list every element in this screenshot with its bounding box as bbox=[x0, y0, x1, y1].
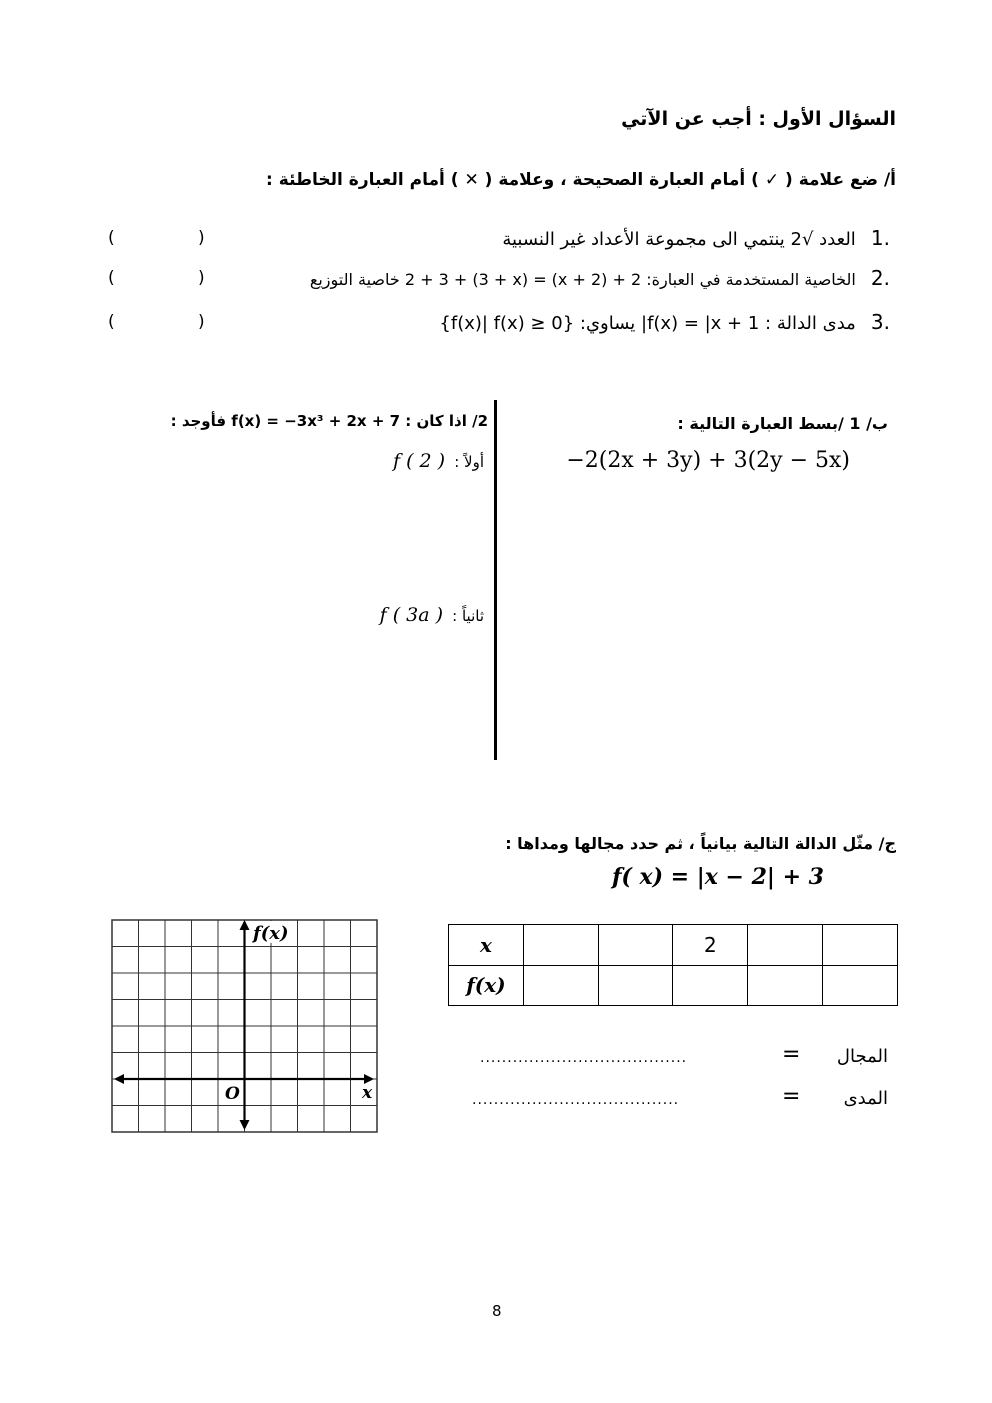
item-1-text: العدد √2 ينتمي الى مجموعة الأعداد غير النسبية bbox=[502, 229, 856, 250]
part-b1-label: ب/ 1 /بسط العبارة التالية : bbox=[677, 414, 888, 433]
table-cell[interactable] bbox=[523, 965, 598, 1006]
second-expr: f ( 3a ) bbox=[379, 604, 444, 626]
answer-paren-1-close: ) bbox=[198, 228, 205, 248]
range-answer-line[interactable]: ...................................... bbox=[472, 1092, 680, 1108]
axes bbox=[114, 920, 374, 1130]
answer-paren-2-open: ( bbox=[108, 268, 115, 288]
table-cell[interactable] bbox=[748, 965, 823, 1006]
instruction-mid: ) أمام العبارة الصحيحة ، وعلامة ( bbox=[484, 170, 759, 190]
table-cell[interactable] bbox=[823, 965, 898, 1006]
table-cell[interactable] bbox=[748, 925, 823, 966]
table-cell[interactable] bbox=[673, 965, 748, 1006]
x-axis-label: x bbox=[362, 1083, 373, 1103]
domain-equals: = bbox=[782, 1042, 801, 1067]
item-2 bbox=[310, 266, 890, 290]
instruction-suffix: ) أمام العبارة الخاطئة : bbox=[266, 170, 459, 190]
table-cell[interactable] bbox=[598, 965, 673, 1006]
first-expr: f ( 2 ) bbox=[393, 450, 446, 472]
item-3-num: 3. bbox=[870, 310, 890, 334]
table-header-x: x bbox=[449, 925, 524, 966]
table-cell[interactable] bbox=[598, 925, 673, 966]
item-1-num: 1. bbox=[870, 226, 890, 250]
item-3-text: مدى الدالة : f(x) = |x + 1| يساوي: {f(x)| f(x) ≥ 0} bbox=[439, 313, 856, 334]
part-b2-second bbox=[380, 604, 484, 626]
range-equals: = bbox=[782, 1084, 801, 1109]
item-2-text: الخاصية المستخدمة في العبارة: 2 + (x + 2) = (3 + x) + 2 + 3 خاصية التوزيع bbox=[309, 270, 856, 289]
part-c-function: f( x) = |x − 2| + 3 bbox=[611, 864, 824, 890]
cross-mark-icon: ✕ bbox=[464, 170, 479, 190]
answer-paren-2-close: ) bbox=[198, 268, 205, 288]
table-row-fx bbox=[449, 965, 898, 1006]
item-3 bbox=[439, 310, 890, 334]
domain-label: المجال bbox=[836, 1046, 888, 1067]
part-b2-label: 2/ اذا كان : f(x) = −3x³ + 2x + 7 فأوجد : bbox=[170, 412, 488, 430]
check-mark-icon: ✓ bbox=[764, 170, 780, 190]
part-b1-expression: −2(2x + 3y) + 3(2y − 5x) bbox=[566, 448, 850, 473]
table-header-fx: f(x) bbox=[449, 965, 524, 1006]
answer-paren-1-open: ( bbox=[108, 228, 115, 248]
domain-answer-line[interactable]: ...................................... bbox=[480, 1050, 688, 1066]
item-1 bbox=[502, 226, 890, 250]
page-number: 8 bbox=[492, 1302, 502, 1320]
answer-paren-3-open: ( bbox=[108, 312, 115, 332]
answer-paren-3-close: ) bbox=[198, 312, 205, 332]
range-label: المدى bbox=[843, 1088, 888, 1109]
origin-label: O bbox=[225, 1084, 240, 1104]
question-title: السؤال الأول : أجب عن الآتي bbox=[621, 108, 896, 130]
value-table bbox=[448, 924, 898, 1006]
instruction-prefix: أ/ ضع علامة ( bbox=[785, 170, 896, 190]
part-c-label: ج/ مثّل الدالة التالية بيانياً ، ثم حدد مجالها ومداها : bbox=[505, 834, 896, 853]
column-divider bbox=[494, 400, 497, 760]
table-cell[interactable]: 2 bbox=[673, 925, 748, 966]
part-b2-first bbox=[393, 450, 484, 472]
table-cell[interactable] bbox=[823, 925, 898, 966]
part-a-instruction bbox=[266, 170, 896, 190]
first-label: أولاً : bbox=[454, 453, 484, 471]
table-row-x bbox=[449, 925, 898, 966]
second-label: ثانياً : bbox=[452, 607, 484, 625]
table-cell[interactable] bbox=[523, 925, 598, 966]
coordinate-grid[interactable] bbox=[106, 912, 386, 1140]
y-axis-label: f(x) bbox=[253, 923, 289, 944]
item-2-num: 2. bbox=[870, 266, 890, 290]
